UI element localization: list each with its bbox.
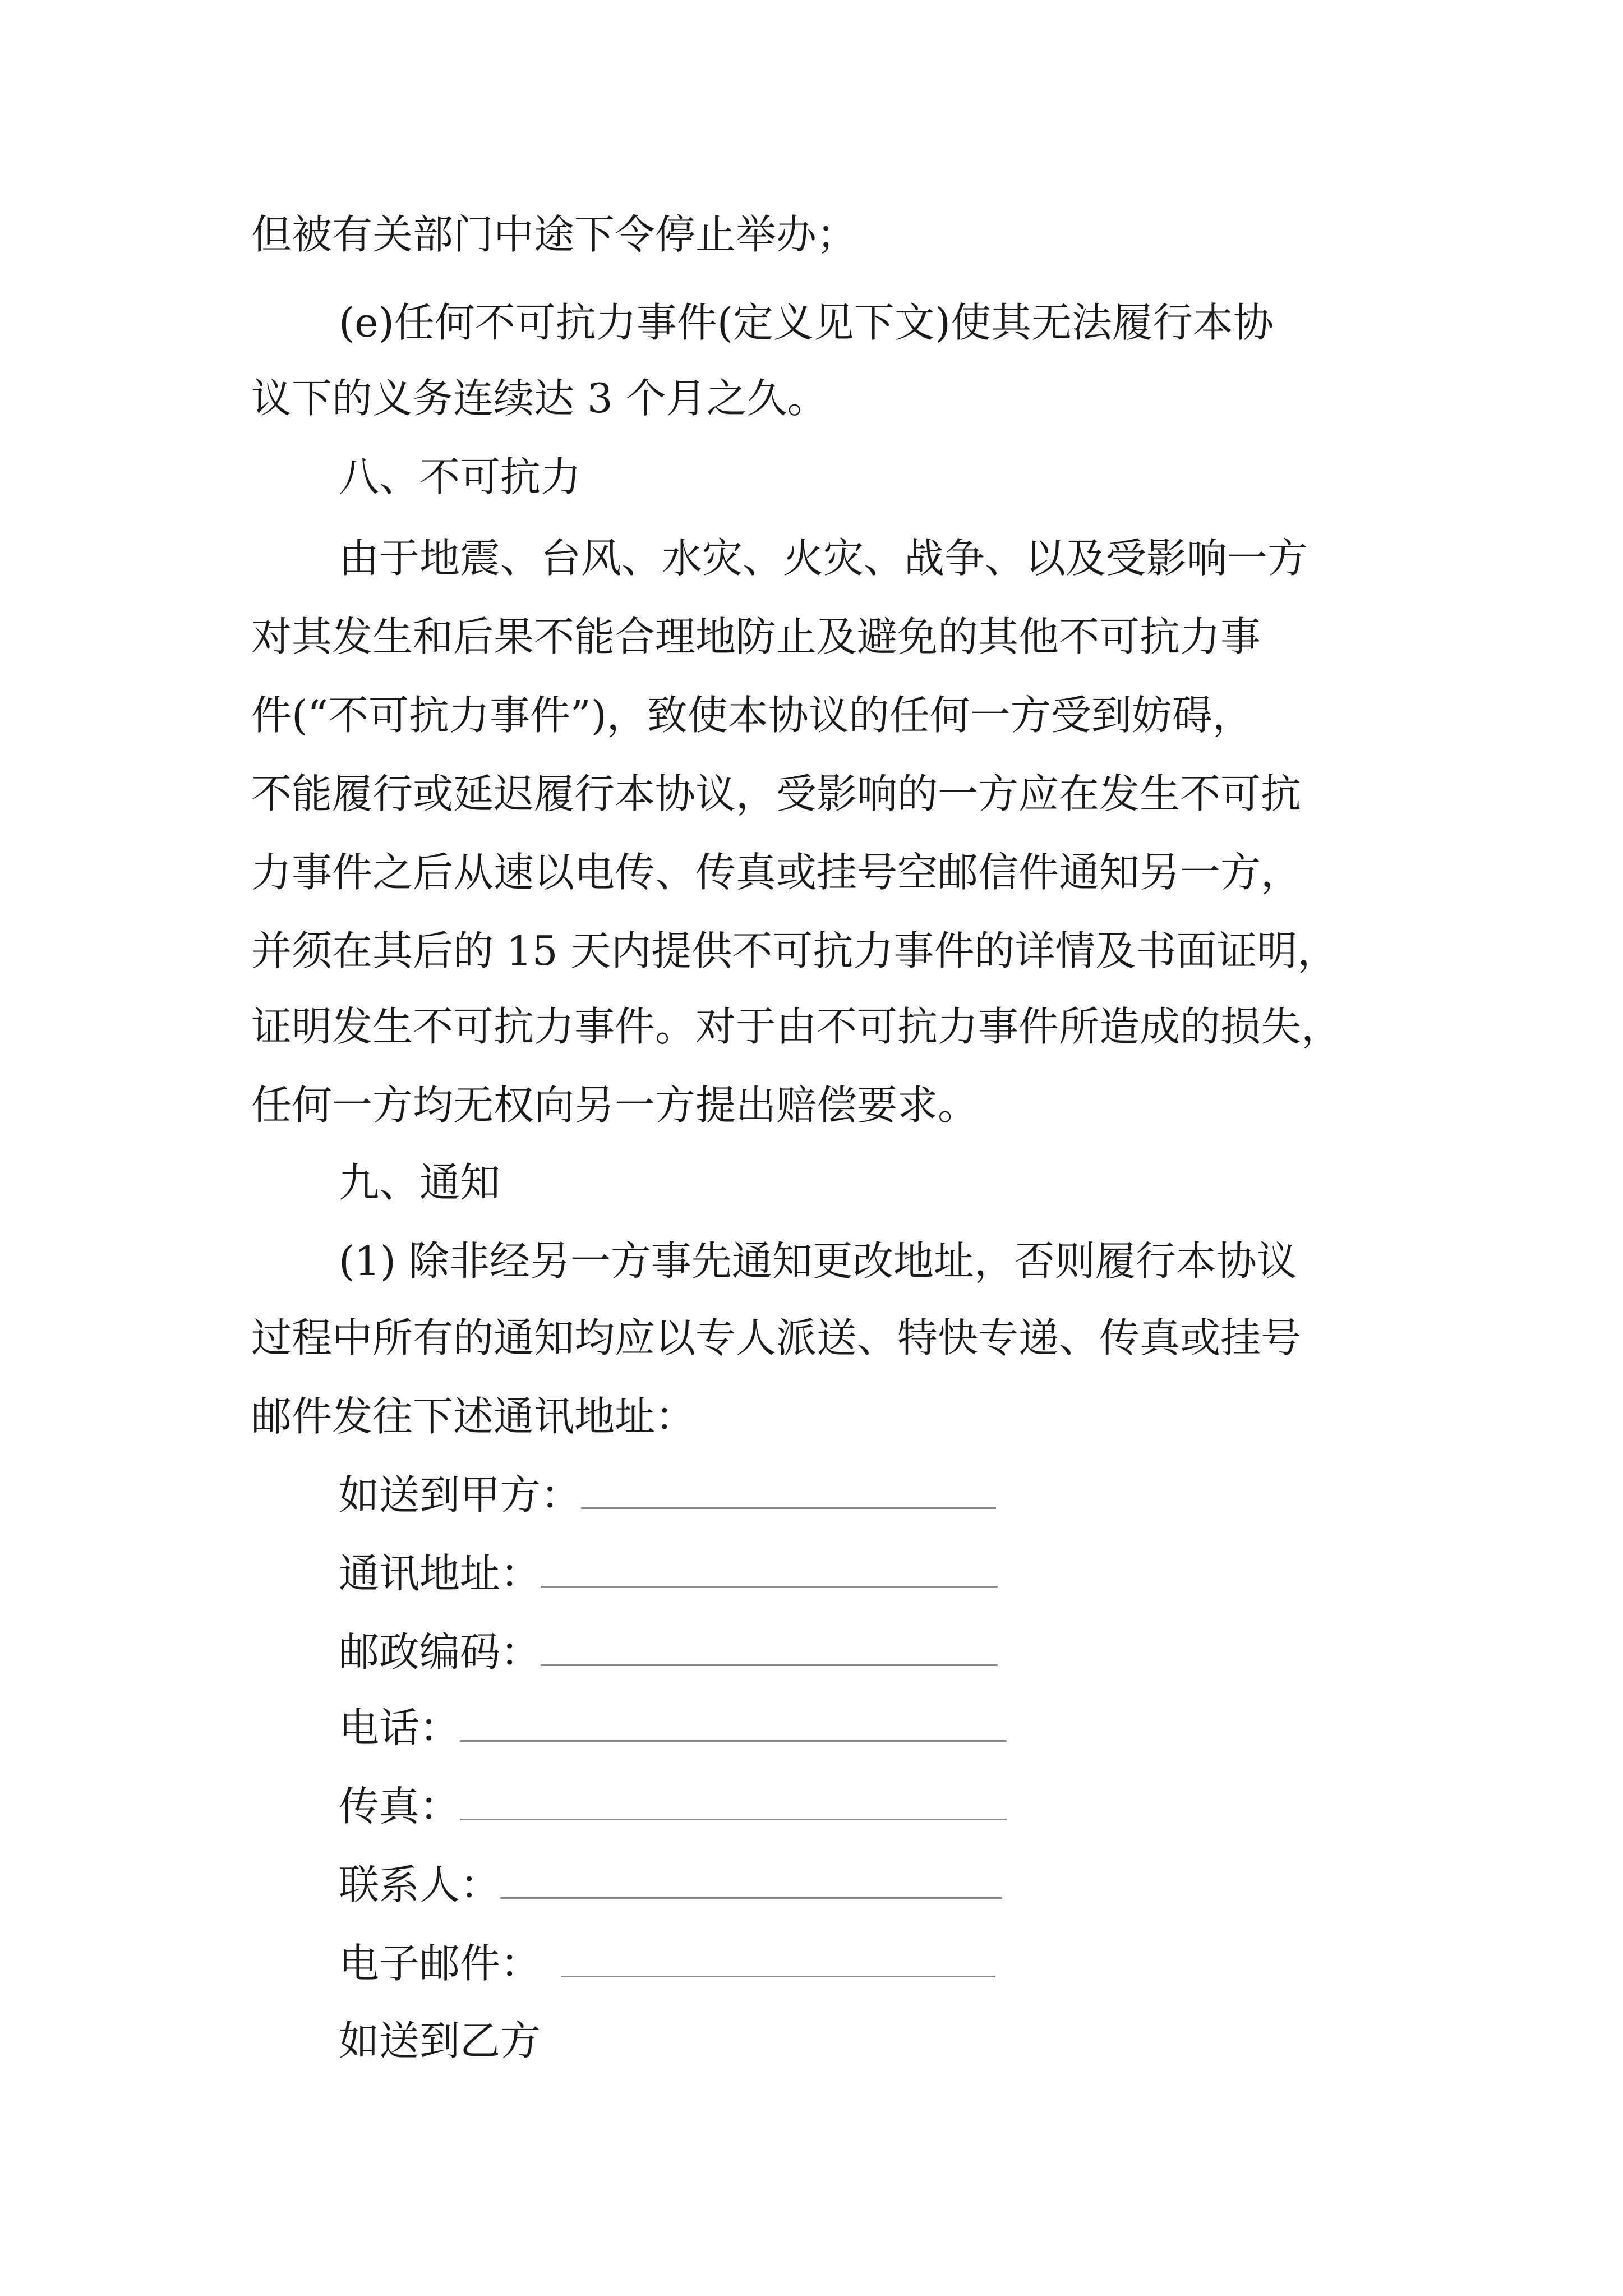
text-line: (e)任何不可抗力事件(定义见下文)使其无法履行本协 (339, 299, 1274, 346)
text-line: 力事件之后从速以电传、传真或挂号空邮信件通知另一方， (251, 849, 1302, 896)
text-line: 邮件发往下述通讯地址： (251, 1393, 696, 1440)
party-a-field (339, 1456, 996, 1534)
fill-in-blank[interactable] (460, 1740, 1007, 1742)
fill-in-blank[interactable] (561, 1976, 995, 1977)
field-label: 如送到甲方： (339, 1471, 582, 1519)
field-label: 电话： (339, 1704, 460, 1751)
postal-code-field (339, 1613, 998, 1691)
fill-in-blank[interactable] (460, 1819, 1007, 1820)
text-line: 对其发生和后果不能合理地防止及避免的其他不可抗力事 (251, 613, 1261, 660)
text-line: 并须在其后的 15 天内提供不可抗力事件的详情及书面证明， (251, 927, 1338, 974)
text-line: 由于地震、台风、水灾、火灾、战争、以及受影响一方 (339, 535, 1308, 582)
text-line: 议下的义务连续达 3 个月之久。 (251, 375, 828, 422)
text-line: 件(“不可抗力事件”)，致使本协议的任何一方受到妨碍， (251, 692, 1253, 739)
text-line: 过程中所有的通知均应以专人派送、特快专递、传真或挂号 (251, 1314, 1302, 1361)
text-line: 不能履行或延迟履行本协议，受影响的一方应在发生不可抗 (251, 770, 1302, 817)
field-label: 联系人： (339, 1861, 501, 1908)
party-b-heading: 如送到乙方 (339, 2017, 541, 2064)
fill-in-blank[interactable] (541, 1586, 998, 1588)
phone-field (339, 1688, 1007, 1767)
text-line: 但被有关部门中途下令停止举办； (251, 211, 857, 258)
contact-field (339, 1846, 1002, 1924)
address-field (339, 1534, 998, 1613)
section-heading: 八、不可抗力 (339, 453, 582, 500)
fill-in-blank[interactable] (581, 1507, 996, 1509)
fill-in-blank[interactable] (541, 1664, 998, 1666)
email-field (339, 1924, 995, 2003)
field-label: 邮政编码： (339, 1628, 541, 1676)
fill-in-blank[interactable] (500, 1897, 1002, 1899)
field-label: 传真： (339, 1783, 460, 1830)
text-line: 证明发生不可抗力事件。对于由不可抗力事件所造成的损失， (251, 1003, 1342, 1050)
field-label: 电子邮件： (339, 1940, 541, 1987)
fax-field (339, 1767, 1007, 1846)
section-heading: 九、通知 (339, 1159, 501, 1206)
text-line: 任何一方均无权向另一方提出赔偿要求。 (251, 1082, 979, 1129)
field-label: 通讯地址： (339, 1550, 541, 1597)
text-line: (1) 除非经另一方事先通知更改地址，否则履行本协议 (339, 1237, 1297, 1285)
